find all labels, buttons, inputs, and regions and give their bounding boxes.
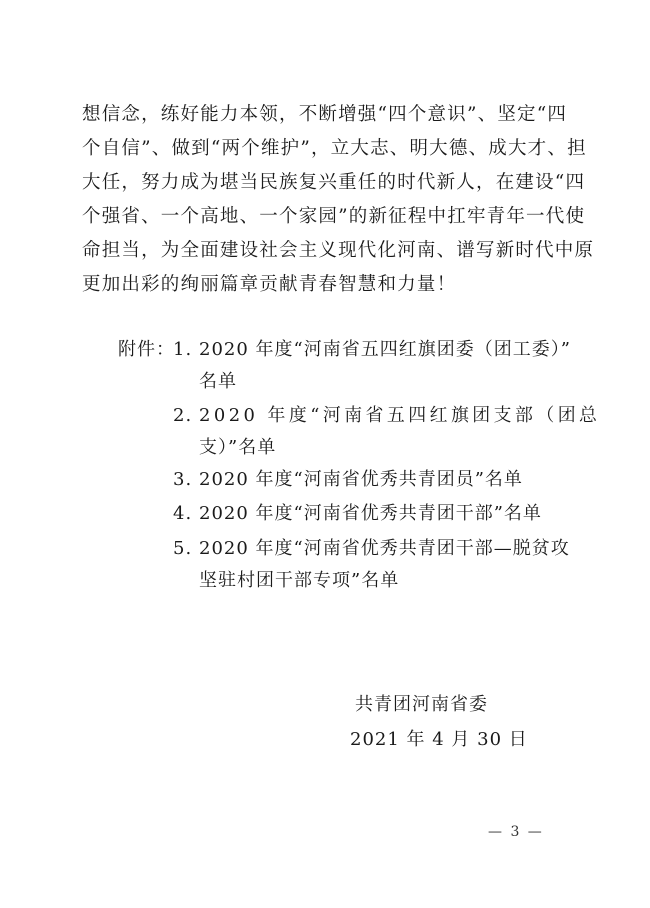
attachment-item-1-line2: 名单 xyxy=(199,371,237,392)
attachment-item-2-line1: 2020 年度“河南省五四红旗团支部（团总 xyxy=(199,405,601,426)
attachment-item-5-line1: 2020 年度“河南省优秀共青团干部—脱贫攻 xyxy=(199,538,570,559)
attachment-item-1-line1: 2020 年度“河南省五四红旗团委（团工委）” xyxy=(199,339,571,360)
attachment-number-1: 1. xyxy=(173,339,193,360)
body-line-1: 想信念，练好能力本领，不断增强“四个意识”、坚定“四 xyxy=(82,104,568,125)
attachment-number-3: 3. xyxy=(173,469,193,490)
body-line-6: 更加出彩的绚丽篇章贡献青春智慧和力量！ xyxy=(82,274,457,295)
attachment-label: 附件： xyxy=(118,339,175,360)
signature-organization: 共青团河南省委 xyxy=(355,694,488,715)
attachment-number-4: 4. xyxy=(173,503,193,524)
attachment-number-2: 2. xyxy=(173,405,193,426)
attachment-item-3-line1: 2020 年度“河南省优秀共青团员”名单 xyxy=(199,469,523,490)
attachment-item-2-line2: 支）”名单 xyxy=(199,437,277,458)
attachment-number-5: 5. xyxy=(173,538,193,559)
body-line-3: 大任，努力成为堪当民族复兴重任的时代新人，在建设“四 xyxy=(82,172,586,193)
attachment-item-4-line1: 2020 年度“河南省优秀共青团干部”名单 xyxy=(199,503,542,524)
body-line-5: 命担当，为全面建设社会主义现代化河南、谱写新时代中原 xyxy=(82,240,595,261)
attachment-item-5-line2: 坚驻村团干部专项”名单 xyxy=(199,570,400,591)
body-line-4: 个强省、一个高地、一个家园”的新征程中扛牢青年一代使 xyxy=(82,206,586,227)
page-number: — 3 — xyxy=(488,824,544,840)
body-line-2: 个自信”、做到“两个维护”，立大志、明大德、成大才、担 xyxy=(82,138,587,159)
signature-date: 2021 年 4 月 30 日 xyxy=(350,729,528,750)
